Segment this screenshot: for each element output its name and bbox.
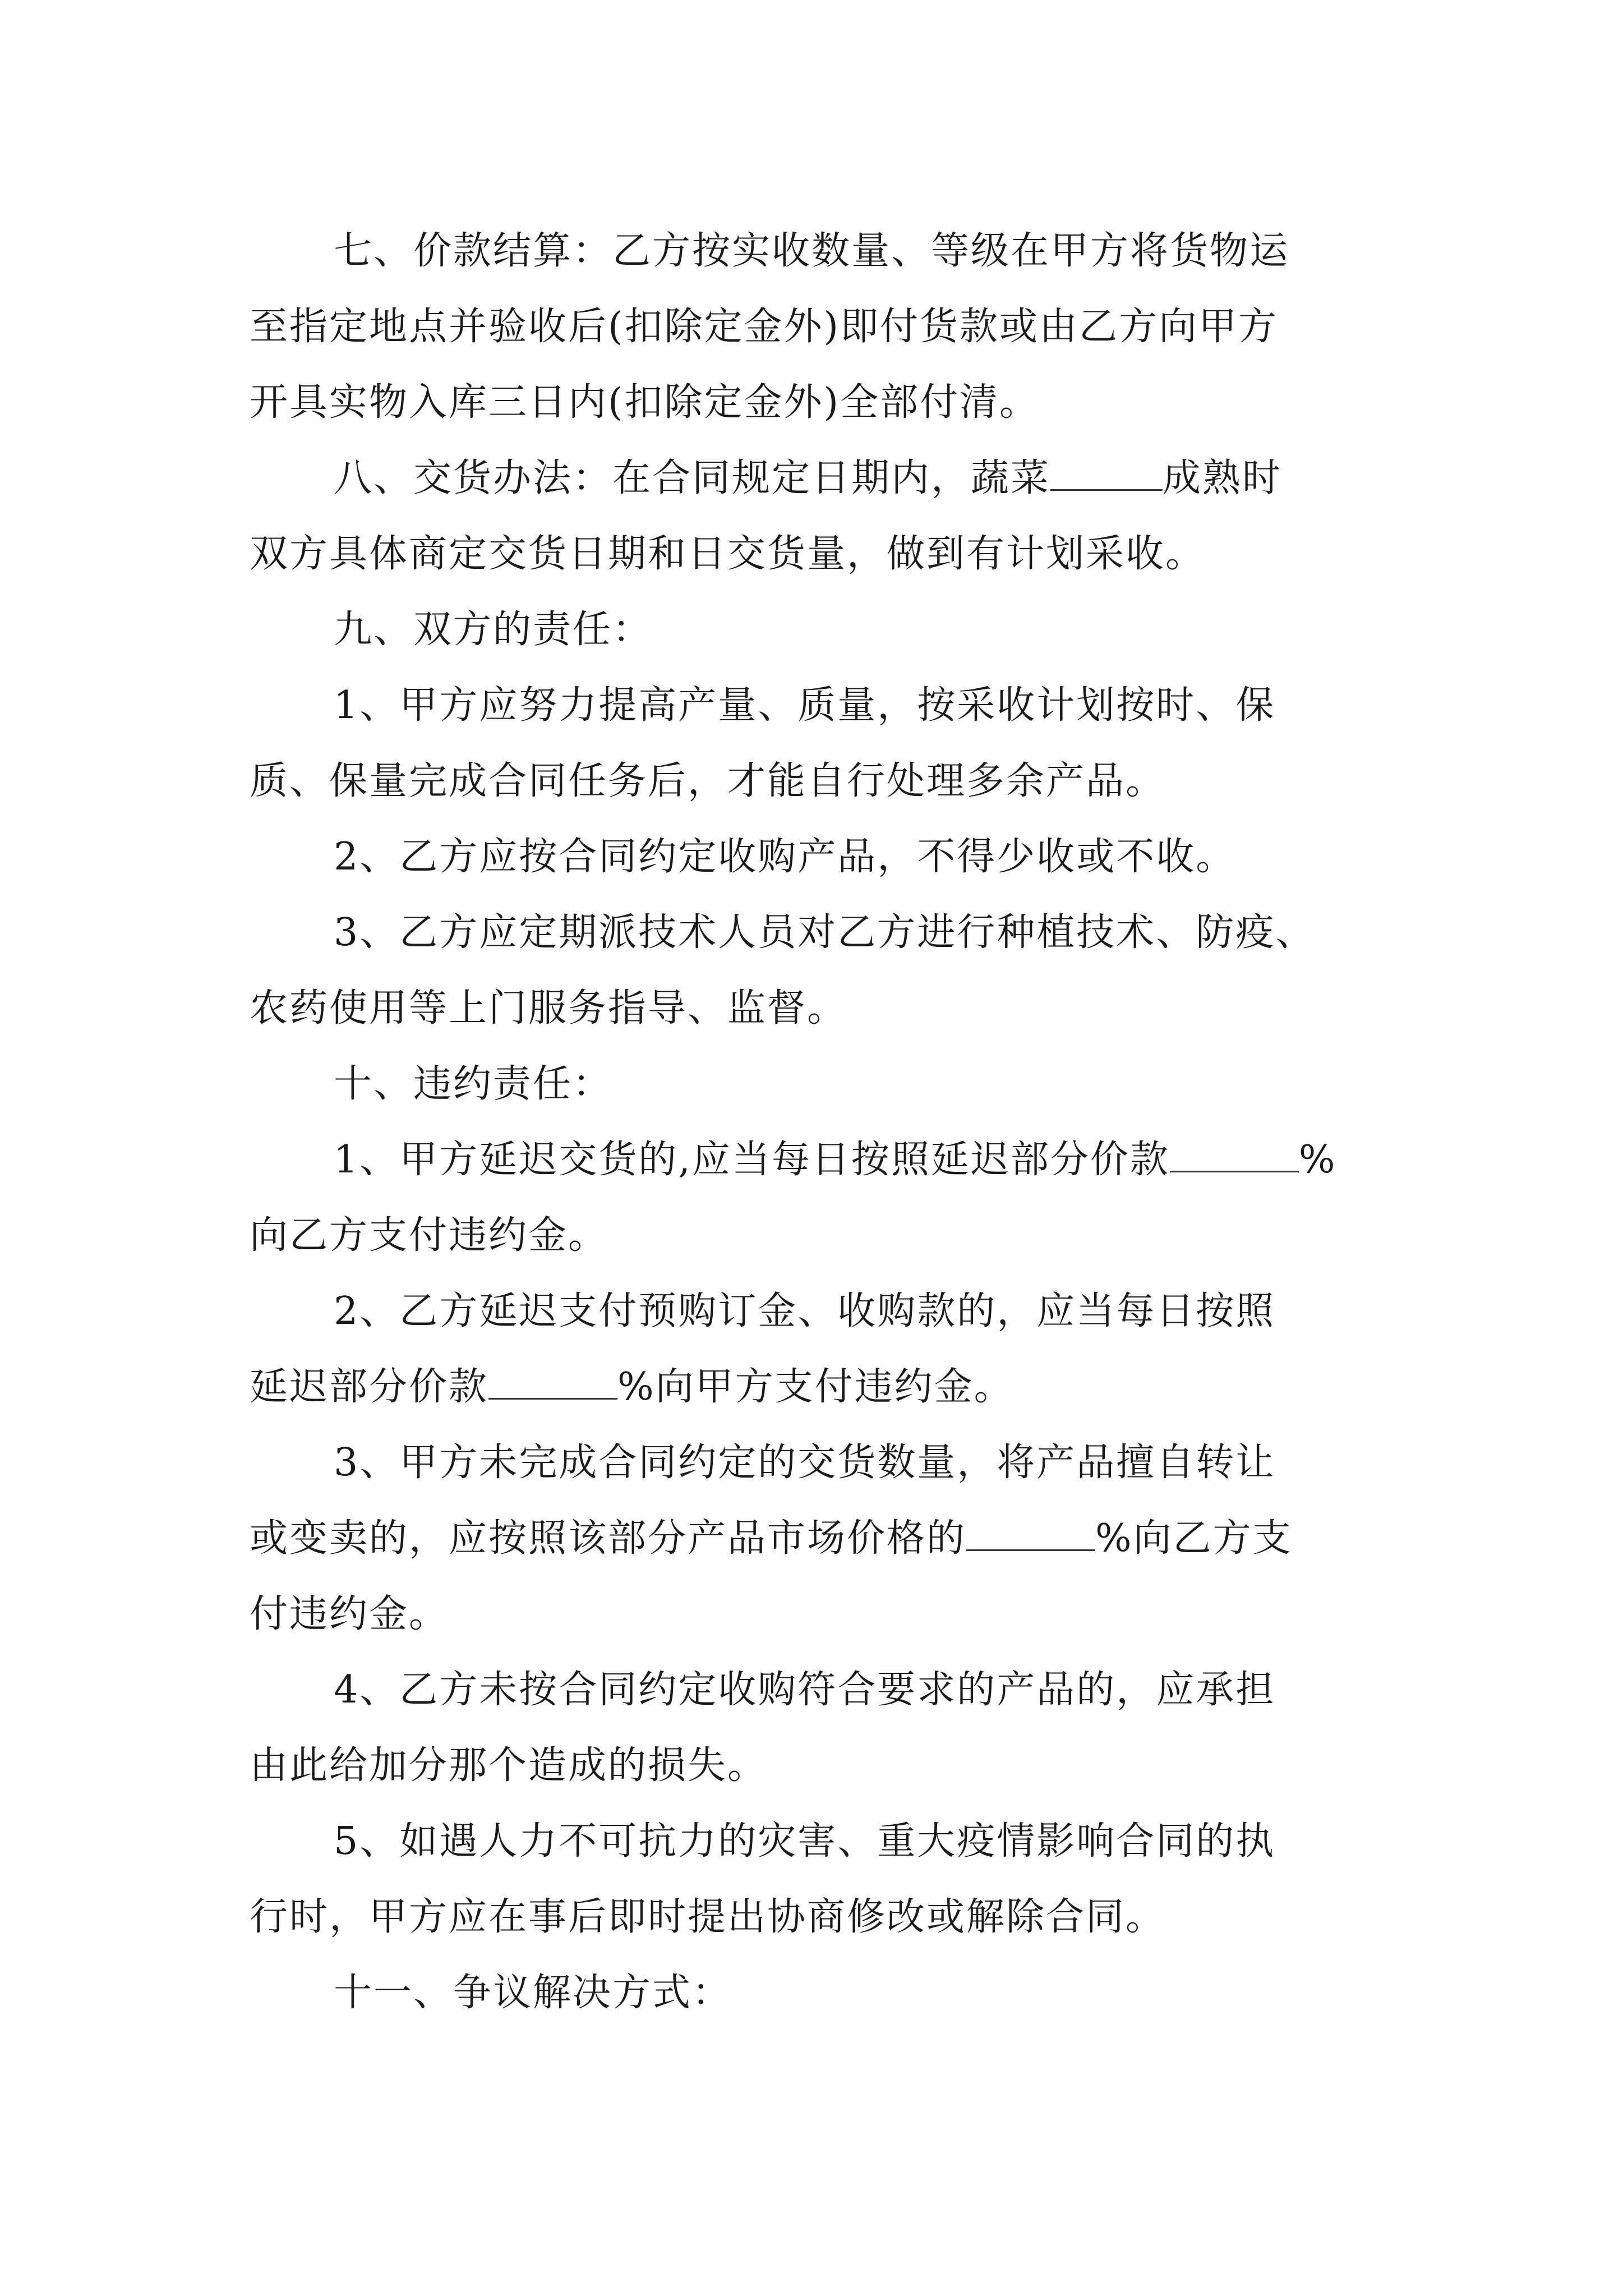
clause-7-price-settlement — [250, 213, 1394, 440]
clause-7-line-3: 开具实物入库三日内(扣除定金外)全部付清。 — [250, 380, 1040, 425]
clause-10-item-3-text-a: 或变卖的，应按照该部分产品市场价格的 — [250, 1516, 967, 1561]
clause-7-line-2: 至指定地点并验收后(扣除定金外)即付货款或由乙方向甲方 — [250, 305, 1279, 349]
clause-8-line-1 — [250, 440, 1394, 516]
vegetable-blank — [1050, 457, 1163, 491]
clause-10-item-1-text-b: % — [1298, 1138, 1337, 1182]
clause-10-title: 十、违约责任： — [334, 1062, 613, 1106]
clause-10-item-5 — [250, 1803, 1394, 1955]
clause-10-item-1 — [250, 1122, 1394, 1273]
clause-10-item-3-text-b: %向乙方支 — [1095, 1516, 1293, 1561]
clause-10-heading — [250, 1046, 1394, 1122]
document-body — [250, 213, 1394, 2031]
clause-10-item-5-line-1: 5、如遇人力不可抗力的灾害、重大疫情影响合同的执 — [334, 1819, 1276, 1864]
clause-9-heading — [250, 592, 1394, 668]
clause-9-title: 九、双方的责任： — [334, 608, 653, 652]
clause-9-item-2-line-1: 2、乙方应按合同约定收购产品，不得少收或不收。 — [334, 835, 1236, 879]
clause-9-item-3-line-1: 3、乙方应定期派技术人员对乙方进行种植技术、防疫、 — [334, 910, 1316, 955]
clause-7-line-1: 七、价款结算：乙方按实收数量、等级在甲方将货物运 — [334, 229, 1290, 273]
clause-8-text-a: 八、交货办法：在合同规定日期内，蔬菜 — [334, 456, 1051, 500]
penalty-rate-blank-1 — [1170, 1138, 1299, 1172]
clause-8-text-b: 成熟时 — [1163, 456, 1283, 500]
clause-10-item-1-text-a: 1、甲方延迟交货的,应当每日按照延迟部分价款 — [334, 1138, 1170, 1182]
clause-11-heading — [250, 1955, 1394, 2031]
penalty-rate-blank-2 — [488, 1365, 617, 1400]
clause-9-item-2 — [250, 819, 1394, 895]
clause-10-item-3 — [250, 1425, 1394, 1652]
clause-10-item-2 — [250, 1273, 1394, 1425]
clause-10-item-2-line-1: 2、乙方延迟支付预购订金、收购款的，应当每日按照 — [334, 1289, 1276, 1333]
clause-10-item-2-line-2 — [250, 1349, 1394, 1425]
clause-8-line-2: 双方具体商定交货日期和日交货量，做到有计划采收。 — [250, 532, 1206, 576]
clause-10-item-5-line-2: 行时，甲方应在事后即时提出协商修改或解除合同。 — [250, 1895, 1166, 1939]
clause-11-title: 十一、争议解决方式： — [334, 1971, 732, 2015]
clause-10-item-3-line-1: 3、甲方未完成合同约定的交货数量，将产品擅自转让 — [334, 1441, 1276, 1485]
clause-9-item-1-line-2: 质、保量完成合同任务后，才能自行处理多余产品。 — [250, 759, 1166, 803]
clause-10-item-4-line-1: 4、乙方未按合同约定收购符合要求的产品的，应承担 — [334, 1668, 1276, 1712]
clause-10-item-4-line-2: 由此给加分那个造成的损失。 — [250, 1743, 768, 1788]
clause-10-item-4 — [250, 1652, 1394, 1803]
clause-10-item-1-line-1 — [250, 1122, 1394, 1198]
clause-9-item-3 — [250, 895, 1394, 1046]
clause-8-delivery — [250, 440, 1394, 592]
clause-10-item-2-text-b: %向甲方支付违约金。 — [617, 1365, 1014, 1409]
clause-10-item-3-line-2 — [250, 1501, 1394, 1576]
clause-9-item-3-line-2: 农药使用等上门服务指导、监督。 — [250, 986, 847, 1030]
clause-9-item-1-line-1: 1、甲方应努力提高产量、质量，按采收计划按时、保 — [334, 683, 1276, 728]
clause-10-item-2-text-a: 延迟部分价款 — [250, 1365, 489, 1409]
clause-9-item-1 — [250, 668, 1394, 819]
clause-10-item-1-line-2: 向乙方支付违约金。 — [250, 1213, 608, 1258]
clause-10-item-3-line-3: 付违约金。 — [250, 1592, 449, 1636]
penalty-rate-blank-3 — [966, 1517, 1095, 1551]
